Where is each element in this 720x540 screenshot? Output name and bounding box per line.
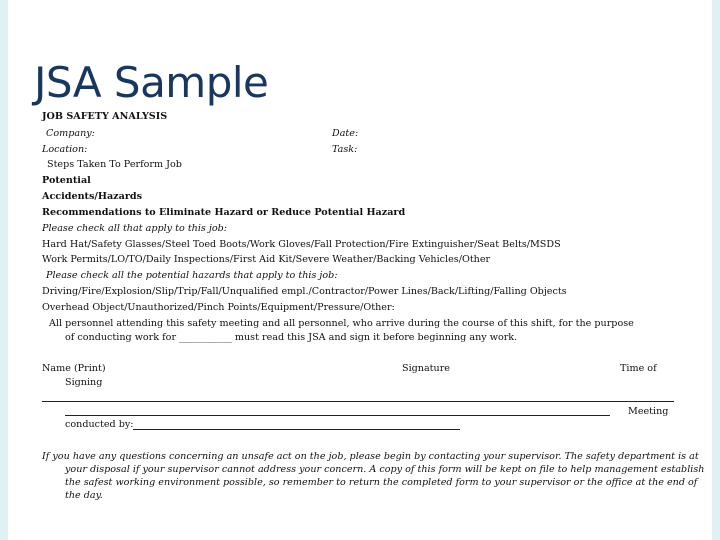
date-label: Date:	[332, 128, 359, 139]
footer-line-3: the safest working environment possible, so remember to return the completed form to your supervisor or the office at the end of	[65, 477, 698, 488]
slide-title: JSA Sample	[34, 58, 269, 107]
hazards-checklist-2: Overhead Object/Unauthorized/Pinch Points/Equipment/Pressure/Other:	[42, 302, 395, 313]
time-of-label: Time of	[620, 363, 657, 374]
notice-line-1: All personnel attending this safety meeting and all personnel, who arrive during the course of this shift, for the purpose	[49, 318, 634, 329]
steps-label: Steps Taken To Perform Job	[47, 159, 182, 170]
check-job-prompt: Please check all that apply to this job:	[42, 223, 228, 234]
signature-label: Signature	[402, 363, 450, 374]
notice-line-2: of conducting work for ___________ must read this JSA and sign it before beginning any work.	[65, 332, 518, 343]
form-heading: JOB SAFETY ANALYSIS	[42, 111, 168, 122]
footer-line-4: the day.	[65, 490, 103, 501]
meeting-label: Meeting	[628, 406, 669, 417]
footer-line-1: If you have any questions concerning an unsafe act on the job, please begin by contacting your supervisor. The safety department is at	[42, 451, 699, 462]
hazards-checklist-1: Driving/Fire/Explosion/Slip/Trip/Fall/Unqualified empl./Contractor/Power Lines/Back/Lifting/Falling Objects	[42, 286, 567, 297]
accidents-label: Accidents/Hazards	[42, 191, 143, 202]
permits-checklist: Work Permits/LO/TO/Daily Inspections/First Aid Kit/Severe Weather/Backing Vehicles/Other	[42, 254, 491, 265]
signature-line-short	[65, 415, 610, 416]
check-hazards-prompt: Please check all the potential hazards that apply to this job:	[46, 270, 338, 281]
name-print-label: Name (Print)	[42, 363, 106, 374]
signing-label: Signing	[65, 377, 103, 388]
conducted-by-line[interactable]	[133, 429, 460, 430]
signature-line-full	[42, 401, 674, 402]
potential-label: Potential	[42, 175, 91, 186]
recommendations-label: Recommendations to Eliminate Hazard or Reduce Potential Hazard	[42, 207, 406, 218]
footer-line-2: your disposal if your supervisor cannot address your concern. A copy of this form will be kept on file to help management establish	[65, 464, 705, 475]
task-label: Task:	[332, 144, 358, 155]
company-label: Company:	[46, 128, 95, 139]
conducted-by-label: conducted by:	[65, 419, 134, 430]
ppe-checklist: Hard Hat/Safety Glasses/Steel Toed Boots/Work Gloves/Fall Protection/Fire Extinguisher/Seat Belts/MSDS	[42, 239, 561, 250]
location-label: Location:	[42, 144, 88, 155]
